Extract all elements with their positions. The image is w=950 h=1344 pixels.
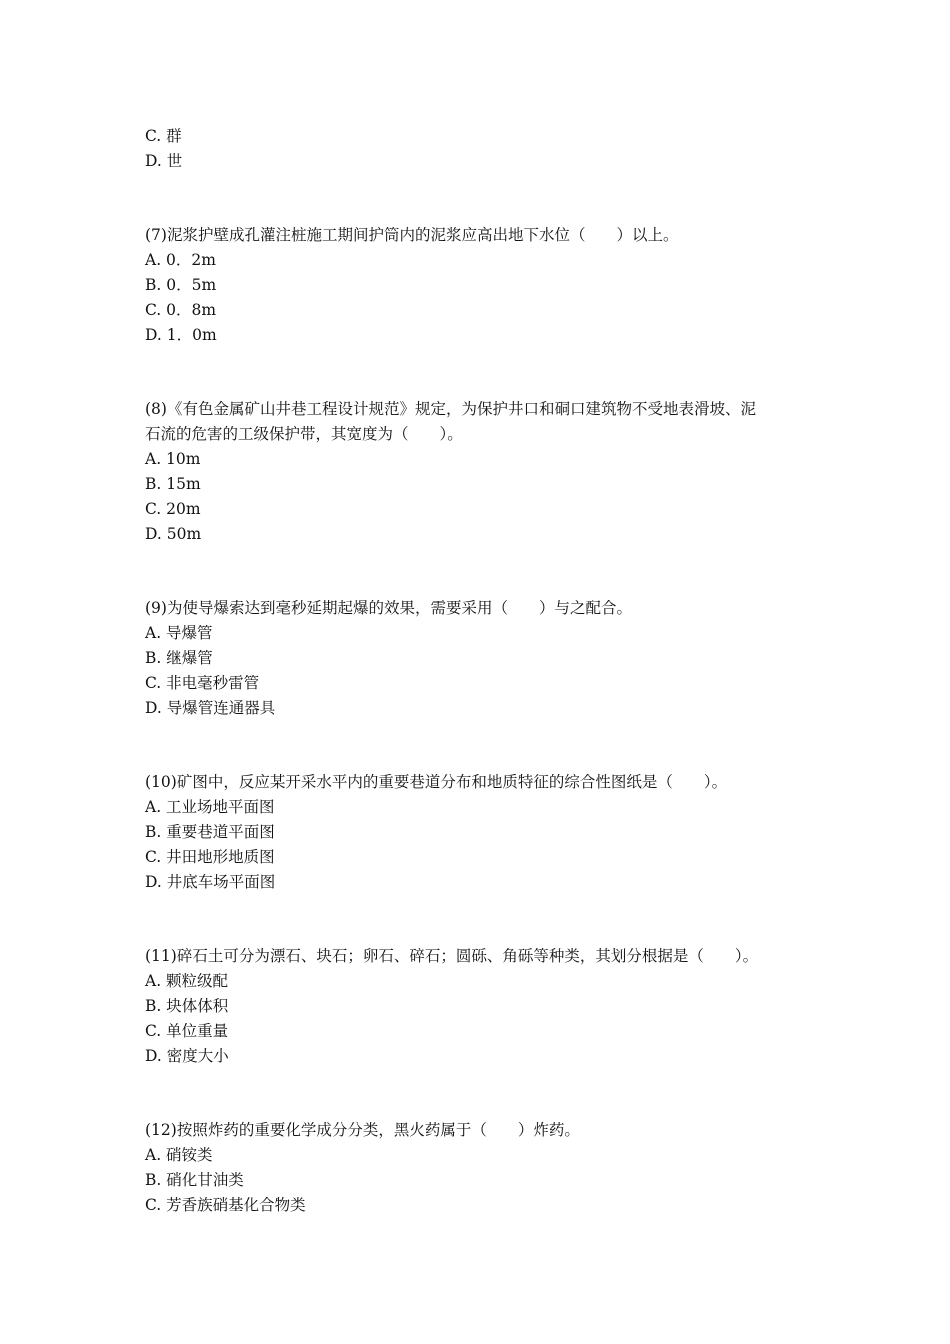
spacer: [145, 895, 810, 944]
option-item: D. 1．0m: [145, 326, 217, 344]
spacer: [145, 721, 810, 770]
question-8-text-line-1: (8)《有色金属矿山井巷工程设计规范》规定，为保护井口和硐口建筑物不受地表滑坡、泥: [145, 400, 756, 418]
option-item: B. 硝化甘油类: [145, 1171, 244, 1189]
option-item: A. 颗粒级配: [145, 972, 229, 990]
option-item: C. 群: [145, 127, 182, 145]
option-item: B. 0．5m: [145, 276, 217, 294]
option-item: A. 10m: [145, 450, 201, 468]
question-12-text: (12)按照炸药的重要化学成分分类，黑火药属于（ ）炸药。: [145, 1121, 580, 1139]
option-item: A. 0．2m: [145, 251, 216, 269]
question-9-text: (9)为使导爆索达到毫秒延期起爆的效果，需要采用（ ）与之配合。: [145, 599, 632, 617]
spacer: [145, 348, 810, 397]
option-item: C. 0．8m: [145, 301, 217, 319]
option-item: C. 单位重量: [145, 1022, 229, 1040]
option-item: D. 世: [145, 152, 183, 170]
option-item: B. 继爆管: [145, 649, 213, 667]
document-content: [145, 124, 810, 1218]
option-item: C. 芳香族硝基化合物类: [145, 1196, 306, 1214]
option-item: C. 非电毫秒雷管: [145, 674, 260, 692]
question-7-text: (7)泥浆护壁成孔灌注桩施工期间护筒内的泥浆应高出地下水位（ ）以上。: [145, 226, 679, 244]
spacer: [145, 174, 810, 223]
option-item: C. 井田地形地质图: [145, 848, 275, 866]
option-item: A. 硝铵类: [145, 1146, 213, 1164]
option-item: A. 工业场地平面图: [145, 798, 275, 816]
option-item: B. 块体体积: [145, 997, 229, 1015]
option-item: D. 密度大小: [145, 1047, 229, 1065]
spacer: [145, 1069, 810, 1118]
option-item: A. 导爆管: [145, 624, 213, 642]
option-item: D. 导爆管连通器具: [145, 699, 276, 717]
question-11-text: (11)碎石土可分为漂石、块石；卵石、碎石；圆砾、角砾等种类，其划分根据是（ ）。: [145, 947, 759, 965]
question-10-text: (10)矿图中，反应某开采水平内的重要巷道分布和地质特征的综合性图纸是（ ）。: [145, 773, 728, 791]
option-item: D. 50m: [145, 525, 202, 543]
option-item: D. 井底车场平面图: [145, 873, 276, 891]
option-item: C. 20m: [145, 500, 201, 518]
question-8-text-line-2: 石流的危害的工级保护带，其宽度为（ ）。: [145, 425, 463, 443]
option-item: B. 15m: [145, 475, 201, 493]
option-item: B. 重要巷道平面图: [145, 823, 275, 841]
spacer: [145, 547, 810, 596]
